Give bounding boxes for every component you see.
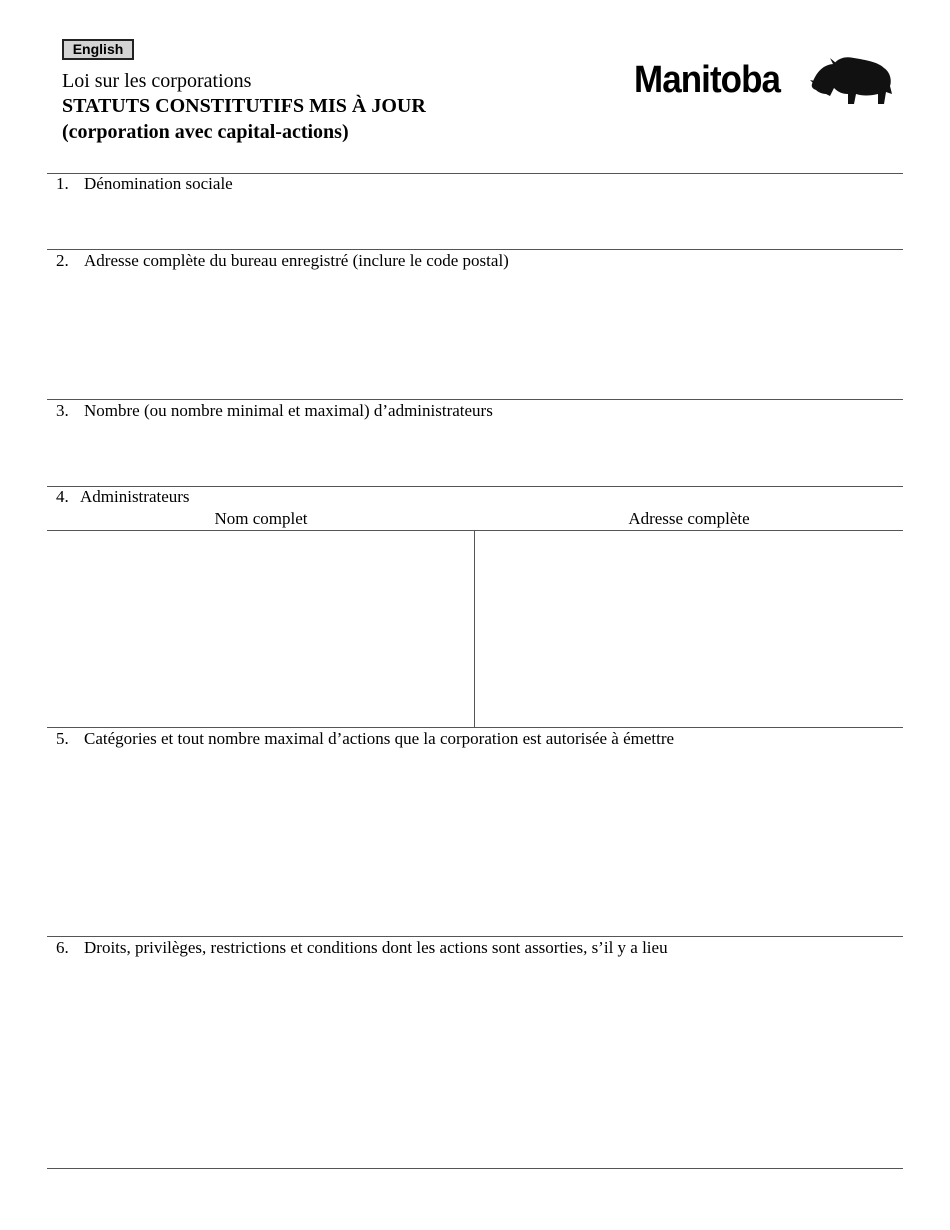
- directors-name-column-header: Nom complet: [214, 509, 308, 528]
- section-text: Adresse complète du bureau enregistré (inclure le code postal): [84, 251, 509, 270]
- english-language-button[interactable]: English: [62, 39, 134, 60]
- section-number: 4.: [56, 487, 69, 506]
- directors-address-column-header: Adresse complète: [628, 509, 750, 528]
- section-3-label: [56, 401, 493, 421]
- directors-address-cell[interactable]: [477, 532, 901, 724]
- section-text: Droits, privilèges, restrictions et conditions dont les actions sont assorties, s’il y a lieu: [84, 938, 668, 957]
- bottom-rule: [47, 1168, 903, 1169]
- directors-column-divider: [474, 530, 475, 727]
- section-6-rule: [47, 936, 903, 937]
- section-5-label: [56, 729, 674, 749]
- section-text: Nombre (ou nombre minimal et maximal) d’administrateurs: [84, 401, 493, 420]
- section-3-rule: [47, 399, 903, 400]
- section-number: 2.: [56, 251, 69, 270]
- section-text: Dénomination sociale: [84, 174, 233, 193]
- act-name: Loi sur les corporations: [62, 70, 252, 92]
- section-6-label: [56, 938, 668, 958]
- section-text: Catégories et tout nombre maximal d’actions que la corporation est autorisée à émettre: [84, 729, 675, 748]
- section-text: Administrateurs: [80, 487, 190, 506]
- section-1-label: [56, 174, 233, 194]
- form-subtitle: (corporation avec capital-actions): [62, 121, 349, 143]
- section-number: 1.: [56, 174, 69, 193]
- manitoba-logo: [634, 52, 894, 112]
- section-4-label: [56, 487, 190, 507]
- section-2-rule: [47, 249, 903, 250]
- section-5-rule: [47, 727, 903, 728]
- section-number: 3.: [56, 401, 69, 420]
- form-title: STATUTS CONSTITUTIFS MIS À JOUR: [62, 95, 426, 117]
- manitoba-wordmark: Manitoba: [634, 59, 781, 101]
- section-2-label: [56, 251, 509, 271]
- section-number: 6.: [56, 938, 69, 957]
- directors-name-cell[interactable]: [48, 532, 472, 724]
- bison-icon: [810, 54, 894, 110]
- directors-header-rule: [47, 530, 903, 531]
- section-number: 5.: [56, 729, 69, 748]
